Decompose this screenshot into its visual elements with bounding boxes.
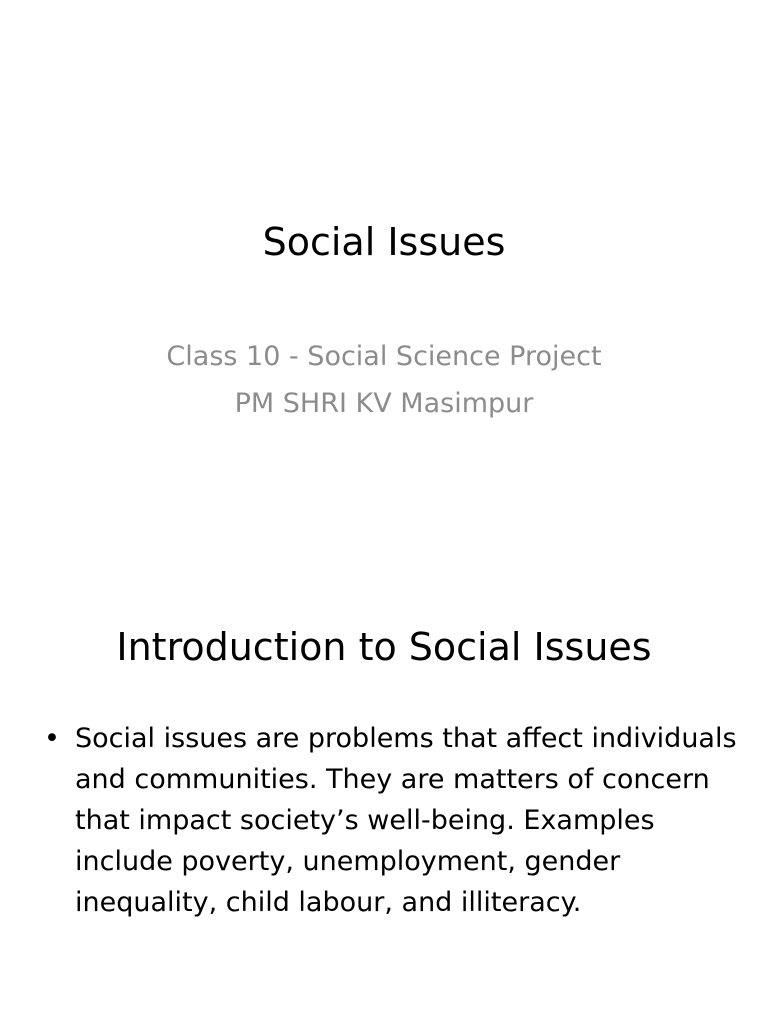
content-slide: [0, 576, 768, 1024]
slide-title: Introduction to Social Issues: [116, 625, 652, 669]
bullet-item: [44, 718, 744, 923]
bullet-text: Social issues are problems that affect individuals and communities. They are matters of concern that impact society’s well-being. Examples include poverty, unemployment, gender inequality, child labour, and illiteracy.: [75, 723, 737, 918]
subtitle-line-school: PM SHRI KV Masimpur: [234, 388, 534, 419]
slide-title: Social Issues: [262, 220, 506, 264]
slide-subtitle: [0, 333, 768, 427]
subtitle-line-class: Class 10 - Social Science Project: [166, 341, 602, 372]
bullet-icon: •: [44, 723, 60, 754]
bullet-list: [44, 718, 744, 923]
